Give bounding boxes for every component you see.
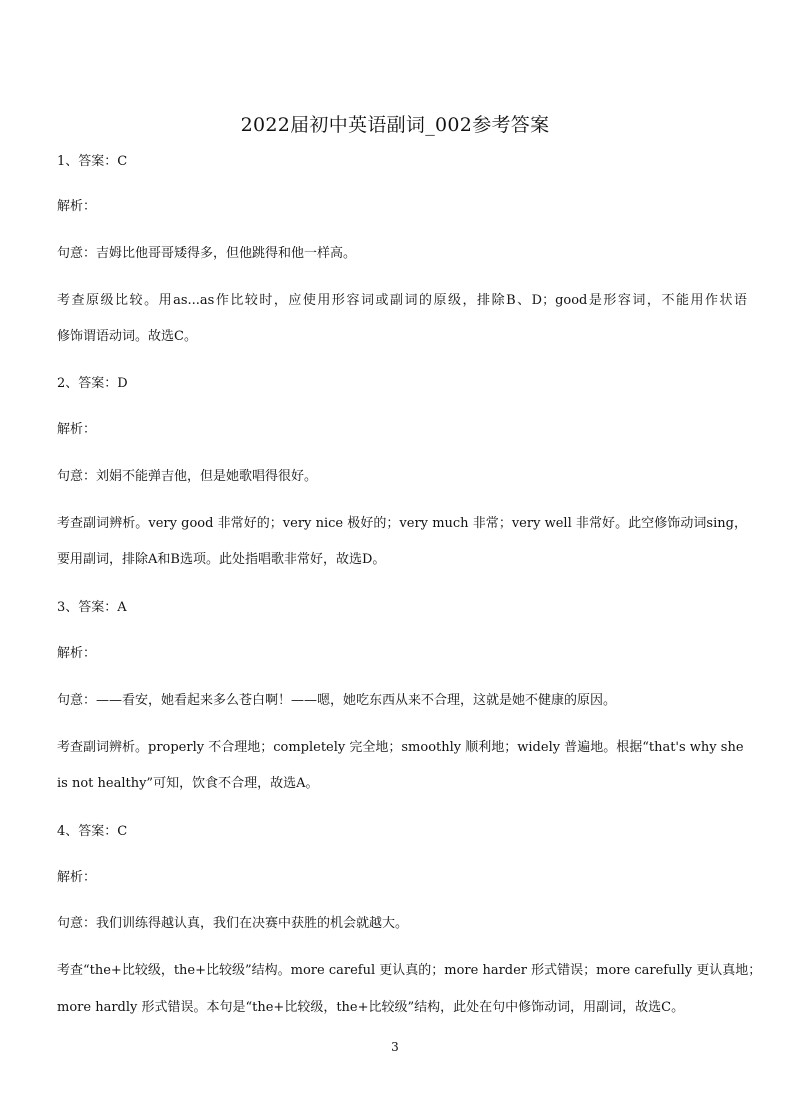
answer-2-analysis-label: 解析： (57, 422, 97, 437)
page-title: 2022届初中英语副词_002参考答案 (240, 114, 550, 136)
answer-2-explanation-line-1: 考查副词辨析。very good 非常好的；very nice 极好的；very much 非常；very well 非常好。此空修饰动词sing， (57, 516, 747, 531)
answer-3-sentence: 句意：——看安，她看起来多么苍白啊！——嗯，她吃东西从来不合理，这就是她不健康的原因。 (57, 693, 617, 708)
answer-1-analysis-label: 解析： (57, 199, 97, 214)
answer-2-explanation-line-2: 要用副词，排除A和B选项。此处指唱歌非常好，故选D。 (57, 552, 386, 567)
answer-4-analysis-label: 解析： (57, 870, 97, 885)
answer-1-explanation-line-2: 修饰谓语动词。故选C。 (57, 329, 197, 344)
answer-4-explanation-line-1: 考查“the+比较级，the+比较级”结构。more careful 更认真的；more harder 形式错误；more carefully 更认真地； (57, 963, 762, 978)
answer-2-sentence: 句意：刘娟不能弹吉他，但是她歌唱得很好。 (57, 469, 318, 484)
answer-4-header: 4、答案：C (57, 824, 128, 839)
page-number: 3 (391, 1040, 399, 1054)
answer-1-sentence: 句意：吉姆比他哥哥矮得多，但他跳得和他一样高。 (57, 246, 357, 261)
answer-3-explanation-line-2: is not healthy”可知，饮食不合理，故选A。 (57, 776, 319, 791)
answer-1-header: 1、答案：C (57, 154, 128, 169)
answer-1-explanation-line-1: 考查原级比较。用as...as作比较时，应使用形容词或副词的原级，排除B、D；good是形容词，不能用作状语 (57, 293, 747, 308)
answer-4-explanation-line-2: more hardly 形式错误。本句是“the+比较级，the+比较级”结构，此处在句中修饰动词，用副词，故选C。 (57, 1000, 685, 1015)
answer-2-header: 2、答案：D (57, 376, 128, 391)
answer-4-sentence: 句意：我们训练得越认真，我们在决赛中获胜的机会就越大。 (57, 916, 409, 931)
answer-3-header: 3、答案：A (57, 600, 127, 615)
answer-3-explanation-line-1: 考查副词辨析。properly 不合理地；completely 完全地；smoothly 顺利地；widely 普遍地。根据“that's why she (57, 740, 744, 755)
answer-3-analysis-label: 解析： (57, 646, 97, 661)
